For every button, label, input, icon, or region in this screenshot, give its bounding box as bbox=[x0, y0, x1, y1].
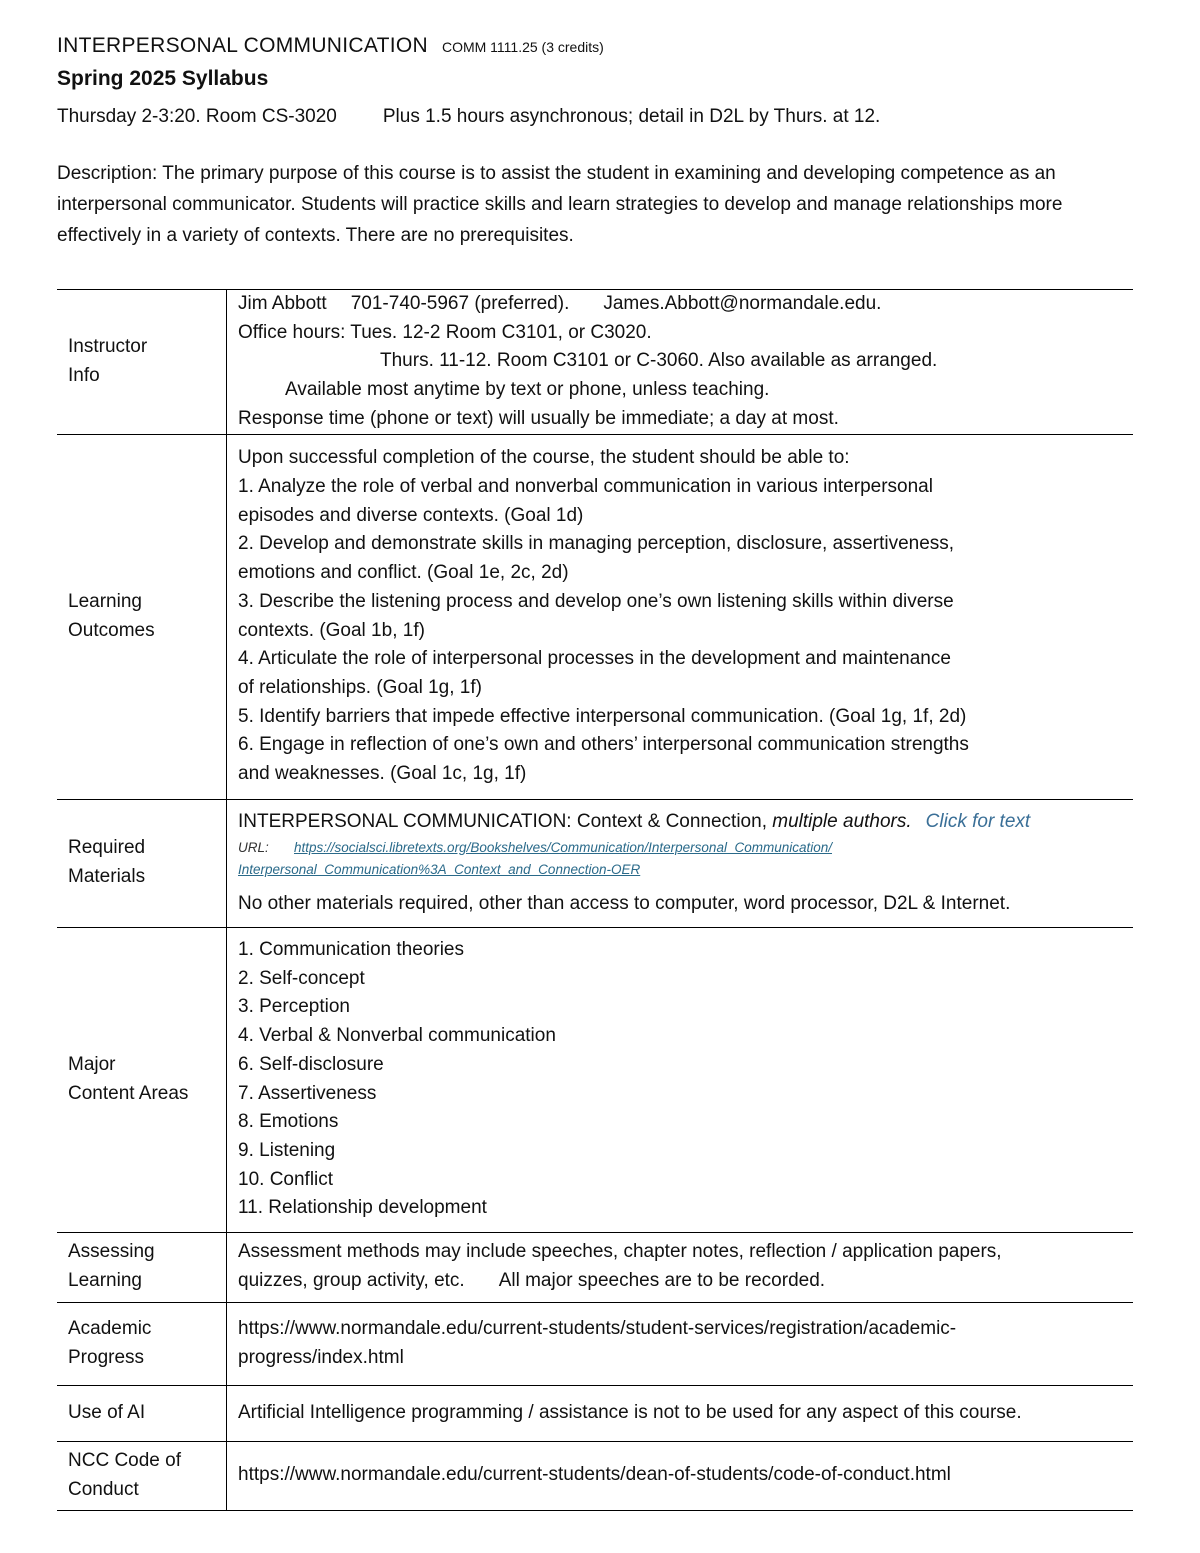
office-hours-thurs: Thurs. 11-12. Room C3101 or C-3060. Also available as arranged. bbox=[380, 350, 938, 372]
instructor-row bbox=[57, 290, 1133, 435]
course-title-line bbox=[57, 30, 1133, 62]
url-label: URL: bbox=[238, 839, 269, 855]
outcome-line: episodes and diverse contexts. (Goal 1d) bbox=[238, 504, 584, 526]
outcome-line: 6. Engage in reflection of one’s own and others’ interpersonal communication strengths bbox=[238, 734, 969, 756]
outcome-line: 4. Articulate the role of interpersonal processes in the development and maintenance bbox=[238, 648, 951, 670]
content-row bbox=[57, 927, 1133, 1232]
outcomes-content bbox=[227, 434, 1134, 799]
code-of-conduct-link[interactable]: https://www.normandale.edu/current-students/dean-of-students/code-of-conduct.html bbox=[227, 1441, 1134, 1510]
schedule-line bbox=[57, 100, 1133, 134]
content-area-item: 2. Self-concept bbox=[238, 967, 365, 989]
outcome-line: 1. Analyze the role of verbal and nonverbal communication in various interpersonal bbox=[238, 476, 933, 497]
content-area-item: 6. Self-disclosure bbox=[238, 1053, 384, 1075]
outcome-line: 3. Describe the listening process and develop one’s own listening skills within diverse bbox=[238, 590, 954, 612]
instructor-name: Jim Abbott bbox=[238, 293, 327, 314]
response-time: Response time (phone or text) will usually be immediate; a day at most. bbox=[238, 407, 839, 429]
office-hours-tues: Office hours: Tues. 12-2 Room C3101, or C3020. bbox=[238, 321, 652, 343]
syllabus-page bbox=[57, 30, 1133, 1500]
click-for-text-link[interactable]: Click for text bbox=[925, 810, 1031, 832]
materials-note: No other materials required, other than access to computer, word processor, D2L & Internet. bbox=[238, 892, 1011, 914]
content-area-item: 8. Emotions bbox=[238, 1111, 339, 1133]
progress-label: Academic Progress bbox=[57, 1302, 227, 1385]
instructor-content bbox=[227, 290, 1134, 435]
conduct-label: NCC Code of Conduct bbox=[57, 1441, 227, 1510]
assessing-row bbox=[57, 1232, 1133, 1302]
content-area-item: 9. Listening bbox=[238, 1139, 336, 1161]
materials-label: Required Materials bbox=[57, 799, 227, 927]
textbook-title: INTERPERSONAL COMMUNICATION: bbox=[238, 810, 572, 832]
outcome-line: of relationships. (Goal 1g, 1f) bbox=[238, 676, 482, 698]
assessing-content bbox=[227, 1232, 1134, 1302]
academic-progress-link[interactable]: https://www.normandale.edu/current-students/student-services/registration/academic- progress/index.html bbox=[227, 1302, 1134, 1385]
assessing-label: Assessing Learning bbox=[57, 1232, 227, 1302]
course-description: Description: The primary purpose of this course is to assist the student in examining and developing competence as an interpersonal communicator. Students will practice skills and learn strategies to develop and manage relationships more effectively in a variety of contexts. There are no prerequisites. bbox=[57, 163, 1063, 246]
conduct-row bbox=[57, 1441, 1133, 1510]
outcomes-row bbox=[57, 434, 1133, 799]
content-area-item: 10. Conflict bbox=[238, 1168, 334, 1190]
instructor-label: Instructor Info bbox=[57, 290, 227, 435]
term-heading: Spring 2025 Syllabus bbox=[57, 67, 269, 90]
course-title: INTERPERSONAL COMMUNICATION bbox=[57, 34, 428, 57]
outcome-line: emotions and conflict. (Goal 1e, 2c, 2d) bbox=[238, 562, 569, 584]
textbook-authors: multiple authors. bbox=[772, 810, 912, 832]
syllabus-table bbox=[57, 289, 1133, 1511]
progress-row bbox=[57, 1302, 1133, 1385]
outcome-line: 5. Identify barriers that impede effective interpersonal communication. (Goal 1g, 1f, 2d) bbox=[238, 705, 967, 727]
instructor-phone: 701-740-5967 (preferred). bbox=[350, 293, 570, 314]
availability-note: Available most anytime by text or phone, unless teaching. bbox=[285, 379, 770, 401]
content-label: Major Content Areas bbox=[57, 927, 227, 1232]
course-code: COMM 1111.25 (3 credits) bbox=[441, 39, 604, 55]
outcome-line: Upon successful completion of the course, the student should be able to: bbox=[238, 447, 850, 469]
ai-policy: Artificial Intelligence programming / assistance is not to be used for any aspect of this course. bbox=[227, 1385, 1134, 1441]
ai-label: Use of AI bbox=[57, 1385, 227, 1441]
outcome-line: contexts. (Goal 1b, 1f) bbox=[238, 619, 425, 641]
speeches-recorded-note: All major speeches are to be recorded. bbox=[498, 1270, 826, 1292]
textbook-subtitle: Context & Connection, bbox=[571, 810, 773, 832]
content-area-item: 1. Communication theories bbox=[238, 939, 464, 960]
content-area-item: 3. Perception bbox=[238, 996, 350, 1018]
outcomes-label: Learning Outcomes bbox=[57, 434, 227, 799]
assessment-activities: quizzes, group activity, etc. bbox=[238, 1270, 465, 1292]
textbook-url-link-cont[interactable]: Interpersonal_Communication%3A_Context_and_Connection-OER bbox=[238, 861, 641, 877]
content-area-item: 4. Verbal & Nonverbal communication bbox=[238, 1025, 556, 1047]
content-area-item: 11. Relationship development bbox=[238, 1197, 487, 1219]
outcome-line: and weaknesses. (Goal 1c, 1g, 1f) bbox=[238, 763, 527, 785]
assessment-methods: Assessment methods may include speeches, chapter notes, reflection / application papers, bbox=[238, 1241, 1002, 1263]
outcome-line: 2. Develop and demonstrate skills in managing perception, disclosure, assertiveness, bbox=[238, 533, 955, 555]
content-area-item: 7. Assertiveness bbox=[238, 1082, 377, 1104]
content-areas-list bbox=[227, 927, 1134, 1232]
schedule-async: Plus 1.5 hours asynchronous; detail in D2L by Thurs. at 12. bbox=[382, 106, 881, 127]
instructor-email[interactable]: James.Abbott@normandale.edu. bbox=[603, 293, 882, 314]
ai-row bbox=[57, 1385, 1133, 1441]
materials-content bbox=[227, 799, 1134, 927]
materials-row bbox=[57, 799, 1133, 927]
textbook-url-link[interactable]: https://socialsci.libretexts.org/Bookshelves/Communication/Interpersonal_Communication/ bbox=[294, 839, 832, 855]
schedule-meeting: Thursday 2-3:20. Room CS-3020 bbox=[57, 106, 337, 127]
